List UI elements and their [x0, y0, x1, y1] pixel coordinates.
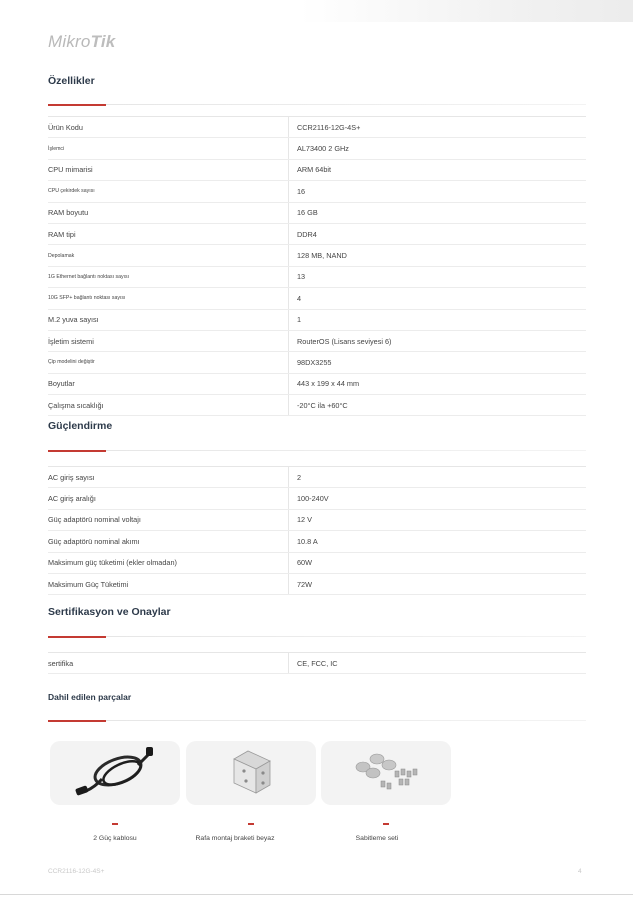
spec-key: 10G SFP+ bağlantı noktası sayısı [48, 288, 289, 309]
spec-key: AC giriş sayısı [48, 467, 289, 488]
spec-value: 1 [289, 309, 587, 330]
certs-title: Sertifikasyon ve Onaylar [48, 606, 171, 618]
spec-key: RAM boyutu [48, 202, 289, 223]
spec-row [48, 488, 586, 509]
spec-key: RAM tipi [48, 223, 289, 244]
rack-bracket-icon [186, 741, 316, 805]
spec-row [48, 245, 586, 266]
spec-row [48, 159, 586, 180]
part-label-screw-set: Sabitleme seti [355, 835, 399, 842]
screw-set-card [321, 741, 451, 805]
spec-key: İşlemci [48, 138, 289, 159]
spec-row [48, 117, 586, 138]
spec-value: 13 [289, 266, 587, 287]
spec-key: M.2 yuva sayısı [48, 309, 289, 330]
spec-row [48, 223, 586, 244]
spec-row [48, 266, 586, 287]
power-cable-card [50, 741, 180, 805]
spec-value: 128 MB, NAND [289, 245, 587, 266]
spec-row [48, 352, 586, 373]
spec-value: 443 x 199 x 44 mm [289, 373, 587, 394]
spec-key: CPU mimarisi [48, 159, 289, 180]
footer-page-number: 4 [578, 868, 582, 875]
spec-row [48, 467, 586, 488]
spec-value: 12 V [289, 509, 587, 530]
spec-value: 2 [289, 467, 587, 488]
spec-row [48, 509, 586, 530]
footer-model: CCR2116-12G-4S+ [48, 868, 105, 875]
spec-row [48, 573, 586, 594]
parts-title-rule [48, 720, 586, 721]
power-table [48, 466, 586, 595]
spec-key: AC giriş aralığı [48, 488, 289, 509]
spec-row [48, 373, 586, 394]
spec-value: DDR4 [289, 223, 587, 244]
spec-value: CCR2116-12G-4S+ [289, 117, 587, 138]
parts-mark-3 [383, 823, 389, 825]
spec-key: sertifika [48, 653, 289, 674]
spec-key: Güç adaptörü nominal voltajı [48, 509, 289, 530]
spec-value: 72W [289, 573, 587, 594]
spec-key: Çalışma sıcaklığı [48, 395, 289, 416]
spec-value: CE, FCC, IC [289, 653, 587, 674]
features-title: Özellikler [48, 75, 95, 87]
spec-value: 4 [289, 288, 587, 309]
spec-row [48, 202, 586, 223]
spec-key: Boyutlar [48, 373, 289, 394]
rack-bracket-card [186, 741, 316, 805]
spec-key: Depolamak [48, 245, 289, 266]
spec-value: 100-240V [289, 488, 587, 509]
power-cable-icon [50, 741, 180, 805]
power-title: Güçlendirme [48, 420, 113, 432]
spec-row [48, 653, 586, 674]
parts-mark-2 [248, 823, 254, 825]
parts-title: Dahil edilen parçalar [48, 692, 132, 702]
spec-key: İşletim sistemi [48, 330, 289, 351]
power-title-rule [48, 450, 586, 451]
spec-key: Güç adaptörü nominal akımı [48, 531, 289, 552]
spec-row [48, 309, 586, 330]
certs-title-rule [48, 636, 586, 637]
parts-mark-1 [112, 823, 118, 825]
spec-row [48, 181, 586, 202]
spec-row [48, 531, 586, 552]
spec-key: Maksimum Güç Tüketimi [48, 573, 289, 594]
part-label-power-cable: 2 Güç kablosu [93, 835, 137, 842]
header-band [300, 0, 633, 22]
screw-set-icon [321, 741, 451, 805]
spec-row [48, 138, 586, 159]
spec-value: ARM 64bit [289, 159, 587, 180]
spec-row [48, 288, 586, 309]
spec-value: 10.8 A [289, 531, 587, 552]
mikrotik-logo: MikroTik [48, 32, 116, 51]
spec-value: 60W [289, 552, 587, 573]
spec-row [48, 395, 586, 416]
spec-key: CPU çekirdek sayısı [48, 181, 289, 202]
certs-table [48, 652, 586, 674]
spec-value: 16 GB [289, 202, 587, 223]
spec-key: 1G Ethernet bağlantı noktası sayısı [48, 266, 289, 287]
spec-value: RouterOS (Lisans seviyesi 6) [289, 330, 587, 351]
spec-key: Çip modelini değiştir [48, 352, 289, 373]
spec-value: 98DX3255 [289, 352, 587, 373]
features-table [48, 116, 586, 416]
spec-value: AL73400 2 GHz [289, 138, 587, 159]
spec-key: Ürün Kodu [48, 117, 289, 138]
features-title-rule [48, 104, 586, 105]
spec-row [48, 330, 586, 351]
page-bottom-line [0, 894, 633, 895]
part-label-rack-bracket: Rafa montaj braketi beyaz [195, 835, 275, 842]
spec-value: 16 [289, 181, 587, 202]
spec-value: -20°C ila +60°C [289, 395, 587, 416]
spec-key: Maksimum güç tüketimi (ekler olmadan) [48, 552, 289, 573]
spec-row [48, 552, 586, 573]
